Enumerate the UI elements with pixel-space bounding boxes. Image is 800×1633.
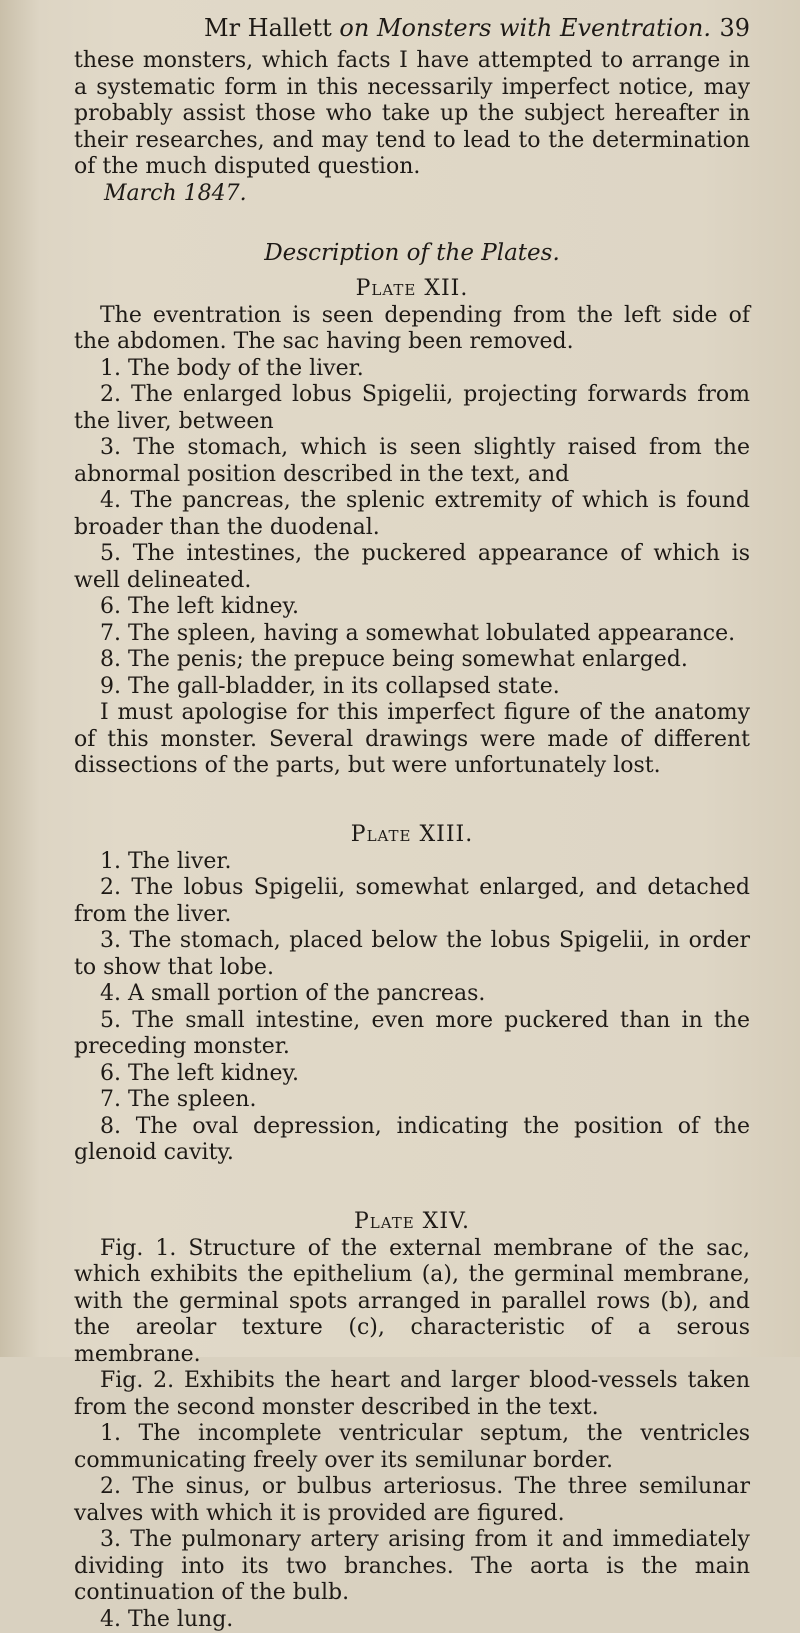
plate-14-list <box>74 1421 750 1633</box>
list-item: 7. The spleen, having a somewhat lobulated appearance. <box>74 621 750 648</box>
list-item: 4. The pancreas, the splenic extremity of which is found broader than the duodenal. <box>74 488 750 541</box>
list-item: 4. A small portion of the pancreas. <box>74 981 750 1008</box>
plate-12-list <box>74 356 750 701</box>
plate-14-fig-1: Fig. 1. Structure of the external membrane of the sac, which exhibits the epithelium (a), the germinal membrane, with the germinal spots arranged in parallel rows (b), and the areolar texture (c), characteristic of a serous membrane. <box>74 1236 750 1369</box>
list-item: 4. The lung. <box>74 1607 750 1633</box>
list-item: 5. The intestines, the puckered appearance of which is well delineated. <box>74 541 750 594</box>
running-title <box>204 14 711 42</box>
running-header <box>204 14 750 42</box>
page-number: 39 <box>719 14 750 42</box>
plate-14-title: Plate XIV. <box>74 1209 750 1234</box>
header-subject: Monsters with Eventration. <box>377 14 711 42</box>
description-title: Description of the Plates. <box>74 240 750 266</box>
list-item: 5. The small intestine, even more puckered than in the preceding monster. <box>74 1008 750 1061</box>
plate-12-note: I must apologise for this imperfect figure of the anatomy of this monster. Several drawings were made of different dissections of the parts, but were unfortunately lost. <box>74 700 750 780</box>
list-item: 8. The oval depression, indicating the position of the glenoid cavity. <box>74 1114 750 1167</box>
date-line: March 1847. <box>104 181 750 206</box>
list-item: 3. The pulmonary artery arising from it and immediately dividing into its two branches. The aorta is the main continuation of the bulb. <box>74 1527 750 1607</box>
plate-13-list <box>74 849 750 1167</box>
list-item: 1. The liver. <box>74 849 750 876</box>
list-item: 2. The lobus Spigelii, somewhat enlarged, and detached from the liver. <box>74 875 750 928</box>
intro-paragraph: these monsters, which facts I have attempted to arrange in a systematic form in this necessarily imperfect notice, may probably assist those who take up the subject hereafter in their researches, and may tend to lead to the determination of the much disputed question. <box>74 48 750 181</box>
list-item: 7. The spleen. <box>74 1087 750 1114</box>
list-item: 6. The left kidney. <box>74 1061 750 1088</box>
plate-12-intro: The eventration is seen depending from the left side of the abdomen. The sac having been removed. <box>74 303 750 356</box>
list-item: 2. The sinus, or bulbus arteriosus. The three semilunar valves with which it is provided are figured. <box>74 1474 750 1527</box>
list-item: 3. The stomach, placed below the lobus Spigelii, in order to show that lobe. <box>74 928 750 981</box>
list-item: 2. The enlarged lobus Spigelii, projecting forwards from the liver, between <box>74 382 750 435</box>
plate-14-fig-2: Fig. 2. Exhibits the heart and larger blood-vessels taken from the second monster described in the text. <box>74 1368 750 1421</box>
header-on: on <box>339 14 369 42</box>
list-item: 9. The gall-bladder, in its collapsed state. <box>74 674 750 701</box>
list-item: 6. The left kidney. <box>74 594 750 621</box>
header-author: Mr Hallett <box>204 14 332 42</box>
list-item: 1. The body of the liver. <box>74 356 750 383</box>
list-item: 8. The penis; the prepuce being somewhat enlarged. <box>74 647 750 674</box>
plate-12-title: Plate XII. <box>74 276 750 301</box>
list-item: 1. The incomplete ventricular septum, the ventricles communicating freely over its semilunar border. <box>74 1421 750 1474</box>
list-item: 3. The stomach, which is seen slightly raised from the abnormal position described in the text, and <box>74 435 750 488</box>
plate-13-title: Plate XIII. <box>74 822 750 847</box>
